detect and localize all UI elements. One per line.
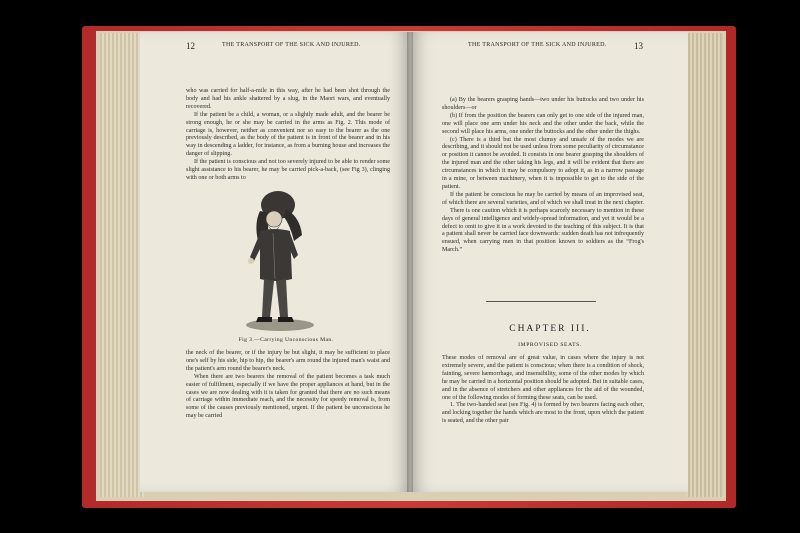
section-divider (486, 301, 596, 302)
left-top-text (186, 88, 390, 183)
running-head-right: THE TRANSPORT OF THE SICK AND INJURED. (468, 42, 607, 48)
chapter-title: CHAPTER III. (509, 324, 591, 334)
chapter-subtitle: IMPROVISED SEATS. (518, 342, 582, 348)
paragraph: If the patient is conscious and not too severely injured to be able to render some slight assistance to his bearer, he may be carried pick-a-back, (see Fig 3), clinging with one or both arms to (186, 159, 390, 181)
paragraph: These modes of removal are of great value, in cases where the injury is not extremely severe, and the patient is conscious; when there is a condition of shock, fainting, severe hæmorrhage, and insensibility, some of the other modes by which he may be carried in a horizontal position should be adopted. But in suitable cases, and in the absence of stretchers and other appliances for the aid of the wounded, one of the following modes of forming these seats, can be used. (442, 355, 644, 401)
right-text (442, 97, 644, 255)
paragraph: (b) If from the position the bearers can only get to one side of the injured man, one will place one arm under his neck and the other under the back, while the second will place his arms, one under the buttocks and the other under the thighs. (442, 112, 644, 135)
paragraph: If the patient be a child, a woman, or a slightly made adult, and the bearer be strong enough, he or she may be carried in the arms as Fig. 2. This mode of carriage is, however, neither as convenient nor so easy to the bearer as the one previously described, as the body of the patient is in front of the bearer and in his way in descending a ladder, for instance, as from a burning house and increases the danger of slipping. (186, 111, 390, 158)
paragraph: the neck of the bearer, or if the injury be but slight, it may be sufficient to place one's self by his side, hip to hip, the bearer's arm round the injured man's waist and the patient's arm round the bearer's neck. (186, 350, 390, 372)
paragraph: When there are two bearers the removal of the patient becomes a task much easier of fulfilment, especially if we have the proper appliances at hand, but in the cases we are now dealing with it is taken for granted that there are no such means of carriage within immediate reach, and the necessity for speedy removal is, from some of the causes previously mentioned, urgent. If the patient be unconscious he may be carried (186, 373, 390, 420)
book-spine-gutter (407, 32, 413, 492)
figure-carrying-man-illustration (240, 183, 316, 333)
figure-caption: Fig 3.—Carrying Unconscious Man. (238, 337, 334, 343)
paragraph: who was carried for half-a-mile in this way, after he had been shot through the body and had his ankle shattered by a slug, in the Maori wars, and eventually recovered. (186, 88, 390, 110)
chapter-text (442, 355, 644, 426)
page-number-left: 12 (186, 41, 195, 51)
paragraph: If the patient be conscious he may be carried by means of an improvised seat, of which there are several varieties, and of which we shall treat in the next chapter. (442, 191, 644, 206)
page-edges-right (686, 33, 722, 497)
page-number-right: 13 (634, 41, 643, 51)
paragraph: 1. The two-handed seat (see Fig. 4) is formed by two bearers facing each other, and locking together the hands which are most to the front, upon which the patient is seated, and the other pair (442, 402, 644, 425)
paragraph: (c) There is a third but the most clumsy and unsafe of the modes we are describing, and it should not be used unless from some peculiarity of circumstance or position it cannot be avoided. It consists in one bearer grasping the shoulders of the injured man and the other taking his legs, and it will be evident that there are circumstances in which it may be compulsory to adopt it, as in a narrow passage in a mine, or between machinery, when it is impossible to get to the side of the patient. (442, 136, 644, 190)
left-bottom-text (186, 350, 390, 421)
paragraph: There is one caution which it is perhaps scarcely necessary to mention in these days of general intelligence and widely-spread information, and yet it would be a defect to omit to give it in a work devoted to the teaching of this subject. It is that a patient shall never be carried face downwards: sudden death has not infrequently ensued, when carrying men in that position known to soldiers as the “Frog's March.” (442, 207, 644, 254)
page-edges-left (100, 33, 144, 497)
running-head-left: THE TRANSPORT OF THE SICK AND INJURED. (222, 42, 361, 48)
paragraph: (a) By the bearers grasping hands—two under his buttocks and two under his shoulders—or (442, 97, 644, 111)
